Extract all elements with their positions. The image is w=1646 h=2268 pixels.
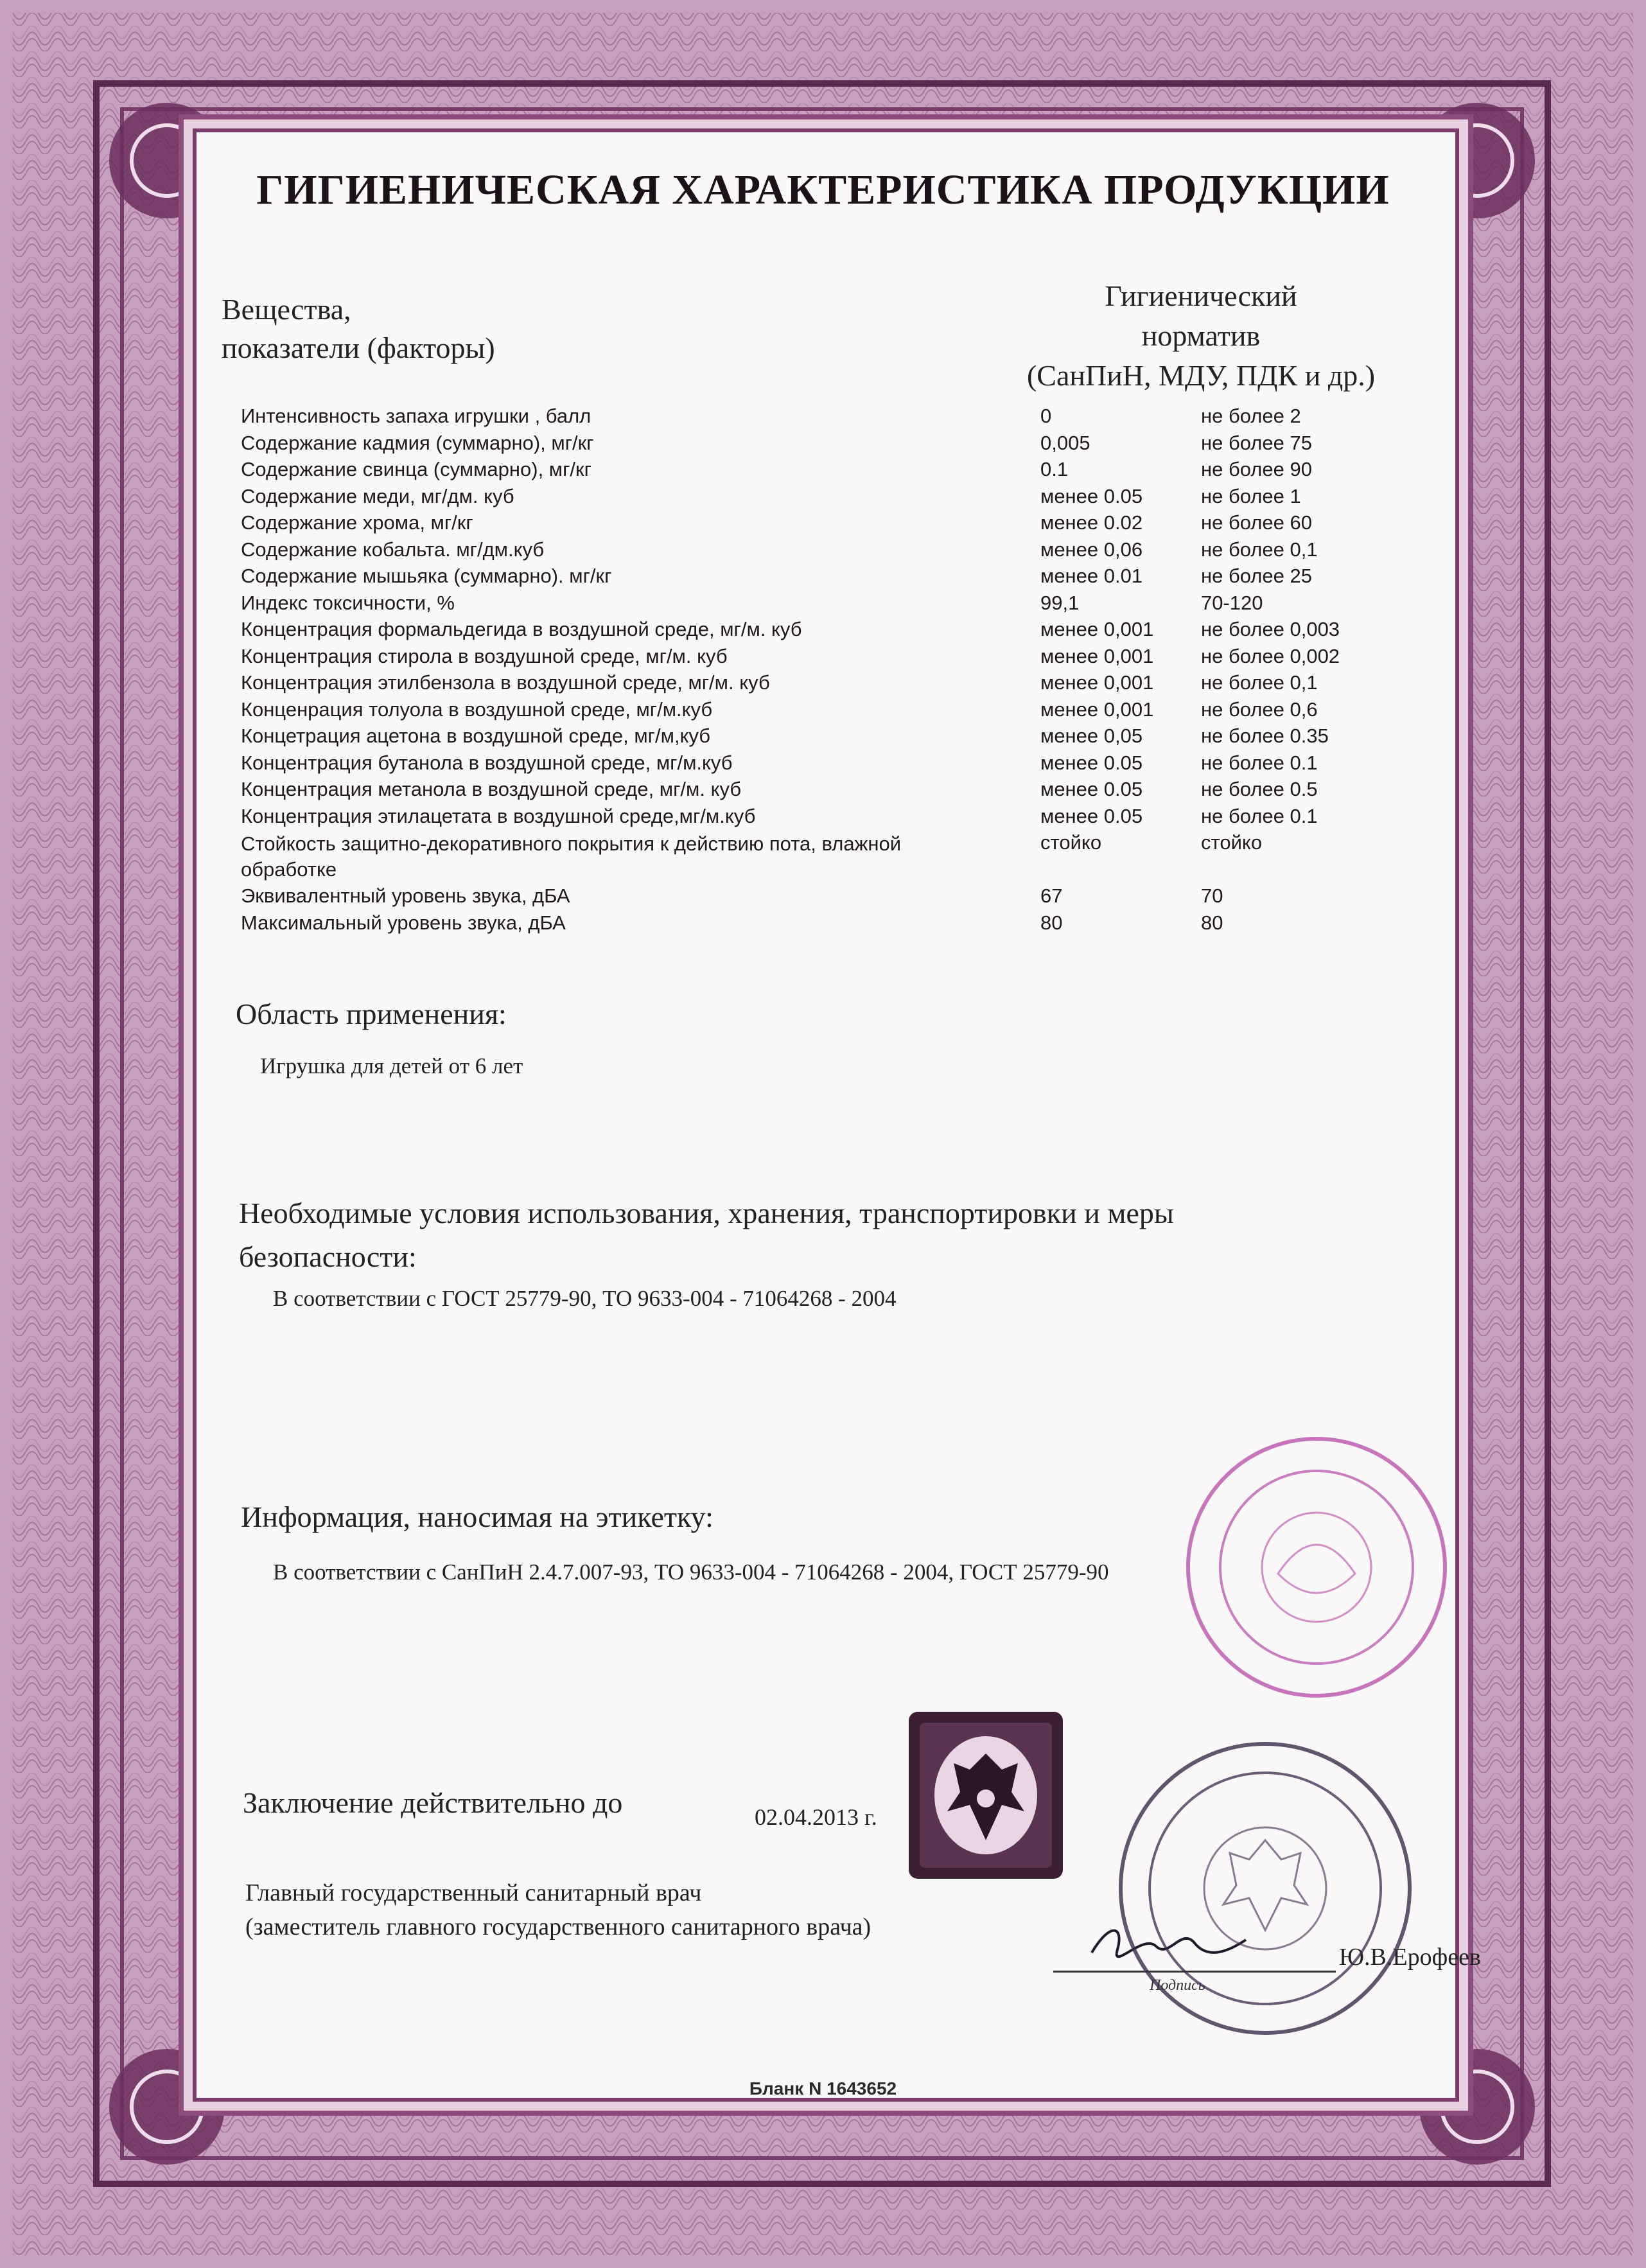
row-name: Содержание кадмия (суммарно), мг/кг: [241, 431, 594, 454]
table-row: [241, 831, 1416, 884]
table-row: [241, 778, 1416, 805]
row-name: Концентрация стирола в воздушной среде, мг/м. куб: [241, 644, 728, 667]
signature-hint: Подпись: [1150, 1977, 1205, 1994]
table-row: [241, 592, 1416, 619]
row-value: 80: [1040, 911, 1063, 934]
row-value: стойко: [1040, 831, 1102, 854]
row-norm: не более 0,003: [1201, 618, 1340, 640]
row-name: Стойкость защитно-декоративного покрытия к действию пота, влажной обработке: [241, 832, 902, 881]
row-name: Концентрация этилбензола в воздушной среде, мг/м. куб: [241, 671, 770, 694]
row-name: Концетрация ацетона в воздушной среде, мг/м,куб: [241, 725, 711, 747]
table-row: [241, 752, 1416, 778]
row-norm: не более 1: [1201, 484, 1301, 507]
column-header-norm-line2: норматив: [1141, 319, 1261, 352]
table-row: [241, 618, 1416, 645]
row-value: менее 0.05: [1040, 751, 1143, 774]
row-name: Содержание свинца (суммарно), мг/кг: [241, 458, 591, 480]
row-name: Концентрация формальдегида в воздушной среде, мг/м. куб: [241, 618, 802, 640]
document-title: ГИГИЕНИЧЕСКАЯ ХАРАКТЕРИСТИКА ПРОДУКЦИИ: [256, 166, 1390, 213]
column-header-substances-line2: показатели (факторы): [222, 331, 495, 364]
table-row: [241, 538, 1416, 565]
column-header-substances-line1: Вещества,: [222, 293, 351, 326]
table-row: [241, 485, 1416, 512]
row-norm: не более 0,1: [1201, 671, 1318, 694]
row-norm: не более 0,6: [1201, 698, 1318, 721]
row-norm: не более 75: [1201, 431, 1312, 454]
table-row: [241, 458, 1416, 485]
row-norm: не более 90: [1201, 458, 1312, 480]
row-value: 0.1: [1040, 458, 1069, 480]
row-norm: не более 2: [1201, 405, 1301, 427]
row-norm: не более 0,002: [1201, 644, 1340, 667]
row-value: менее 0,06: [1040, 538, 1143, 561]
table-row: [241, 725, 1416, 752]
row-name: Концентрация метанола в воздушной среде, мг/м. куб: [241, 778, 742, 800]
row-value: менее 0.01: [1040, 565, 1143, 587]
row-norm: не более 0.1: [1201, 804, 1318, 827]
row-norm: не более 0.5: [1201, 778, 1318, 800]
row-name: Конценрация толуола в воздушной среде, мг/м.куб: [241, 698, 713, 721]
row-value: 0: [1040, 405, 1052, 427]
table-row: [241, 805, 1416, 832]
column-header-norm: [989, 276, 1413, 396]
row-norm: 70-120: [1201, 591, 1263, 614]
row-name: Эквивалентный уровень звука, дБА: [241, 884, 570, 907]
row-name: Концентрация этилацетата в воздушной среде,мг/м.куб: [241, 804, 756, 827]
row-name: Содержание кобальта. мг/дм.куб: [241, 538, 545, 561]
company-seal: [1182, 1432, 1451, 1702]
row-name: Содержание хрома, мг/кг: [241, 511, 473, 534]
row-norm: не более 25: [1201, 565, 1312, 587]
conditions-heading-line1: Необходимые условия использования, хранения, транспортировки и меры: [239, 1197, 1174, 1229]
signatory-deputy-title: (заместитель главного государственного санитарного врача): [245, 1913, 871, 1940]
column-header-norm-line3: (СанПиН, МДУ, ПДК и др.): [1026, 359, 1376, 392]
row-name: Максимальный уровень звука, дБА: [241, 911, 566, 934]
table-row: [241, 911, 1416, 938]
table-row: [241, 698, 1416, 725]
row-value: менее 0.05: [1040, 484, 1143, 507]
conditions-heading-line2: безопасности:: [239, 1240, 417, 1273]
application-text: Игрушка для детей от 6 лет: [260, 1053, 523, 1078]
row-value: менее 0,001: [1040, 698, 1154, 721]
state-emblem-icon: [906, 1709, 1066, 1882]
row-value: 99,1: [1040, 591, 1080, 614]
validity-date: 02.04.2013 г.: [755, 1804, 877, 1830]
table-row: [241, 671, 1416, 698]
table-row: [241, 645, 1416, 672]
row-norm: 80: [1201, 911, 1223, 934]
row-norm: не более 60: [1201, 511, 1312, 534]
indicator-table: [241, 405, 1416, 938]
column-header-substances: [222, 290, 495, 367]
row-name: Интенсивность запаха игрушки , балл: [241, 405, 591, 427]
signatory-title: Главный государственный санитарный врач: [245, 1879, 702, 1906]
table-row: [241, 565, 1416, 592]
table-row: [241, 405, 1416, 432]
row-norm: не более 0.1: [1201, 751, 1318, 774]
form-number: Бланк N 1643652: [749, 2079, 897, 2098]
row-value: 0,005: [1040, 431, 1090, 454]
row-name: Содержание меди, мг/дм. куб: [241, 484, 514, 507]
row-name: Индекс токсичности, %: [241, 591, 455, 614]
row-value: менее 0,001: [1040, 644, 1154, 667]
row-value: 67: [1040, 884, 1063, 907]
row-value: менее 0,001: [1040, 618, 1154, 640]
row-norm: не более 0.35: [1201, 725, 1329, 747]
row-name: Содержание мышьяка (суммарно). мг/кг: [241, 565, 612, 587]
signatory-name: Ю.В.Ерофеев: [1339, 1944, 1481, 1971]
row-norm: стойко: [1201, 831, 1263, 854]
label-info-heading: Информация, наносимая на этикетку:: [241, 1500, 714, 1533]
table-row: [241, 511, 1416, 538]
row-name: Концентрация бутанола в воздушной среде, мг/м.куб: [241, 751, 733, 774]
validity-label: Заключение действительно до: [243, 1786, 623, 1819]
row-norm: 70: [1201, 884, 1223, 907]
row-value: менее 0.05: [1040, 804, 1143, 827]
table-row: [241, 432, 1416, 459]
official-seal: [1114, 1737, 1416, 2039]
row-value: менее 0,001: [1040, 671, 1154, 694]
row-norm: не более 0,1: [1201, 538, 1318, 561]
column-header-norm-line1: Гигиенический: [1105, 279, 1297, 312]
conditions-text: В соответствии с ГОСТ 25779-90, ТО 9633-004 - 71064268 - 2004: [273, 1286, 897, 1311]
application-heading: Область применения:: [236, 998, 507, 1030]
row-value: менее 0.05: [1040, 778, 1143, 800]
row-value: менее 0,05: [1040, 725, 1143, 747]
row-value: менее 0.02: [1040, 511, 1143, 534]
label-info-text: В соответствии с СанПиН 2.4.7.007-93, ТО 9633-004 - 71064268 - 2004, ГОСТ 25779-90: [273, 1560, 1109, 1585]
table-row: [241, 884, 1416, 911]
